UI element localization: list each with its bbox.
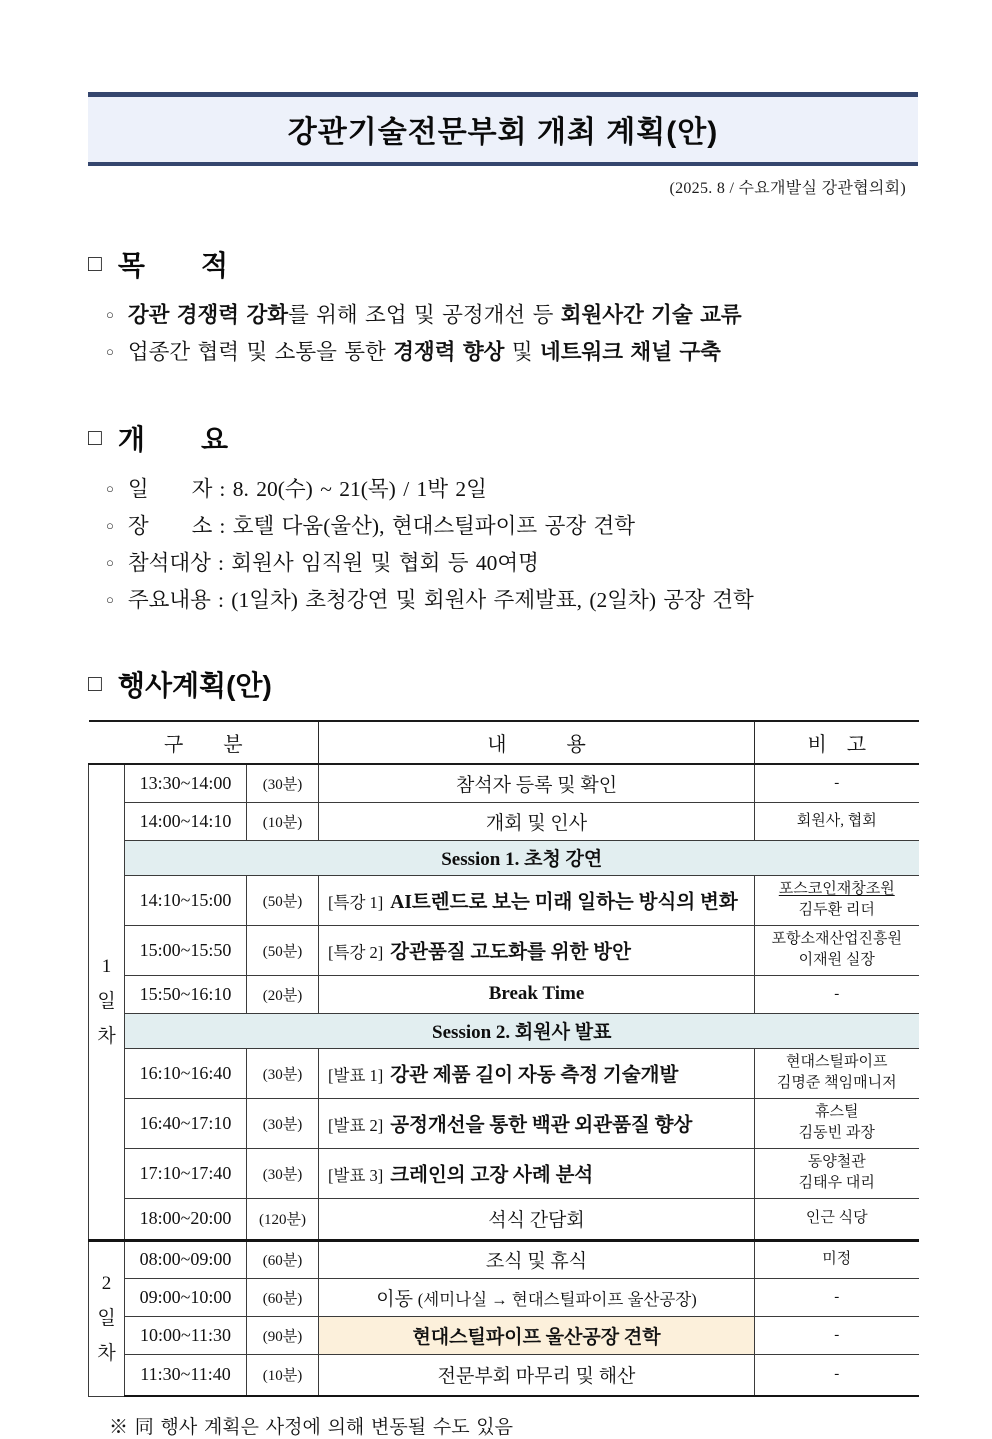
circle-bullet-icon: ○	[106, 518, 114, 533]
purpose-heading-label: 목 적	[117, 250, 229, 281]
duration-cell: (90분)	[247, 1316, 319, 1354]
duration-cell: (20분)	[247, 975, 319, 1013]
note-line	[755, 1173, 919, 1194]
day-label-char: 차	[97, 1343, 116, 1365]
note-text: 포항소재산업진흥원	[771, 931, 902, 947]
duration-cell: (30분)	[247, 1148, 319, 1198]
table-row	[89, 1198, 919, 1240]
content-cell	[319, 1148, 755, 1198]
duration-cell: (50분)	[247, 875, 319, 925]
document-page	[88, 0, 918, 1439]
table-row	[89, 1354, 919, 1396]
content-cell	[319, 1278, 755, 1316]
table-row	[89, 1278, 919, 1316]
footnote: ※ 同 행사 계획은 사정에 의해 변동될 수도 있음	[109, 1417, 514, 1438]
duration-cell: (30분)	[247, 1048, 319, 1098]
purpose-bullet-text	[128, 335, 721, 370]
text-segment: 강관 경쟁력 강화	[127, 303, 288, 327]
overview-item	[88, 583, 918, 620]
purpose-bullet-text	[128, 298, 742, 333]
note-cell	[755, 1048, 919, 1098]
note-text: 김태우 대리	[798, 1175, 875, 1191]
note-line	[755, 1364, 919, 1385]
document-title: 강관기술전문부회 개최 계획(안)	[287, 116, 719, 149]
content-cell	[319, 1198, 755, 1240]
section-heading-purpose	[88, 244, 918, 284]
note-line	[755, 1208, 919, 1229]
circle-bullet-icon: ○	[106, 592, 114, 607]
note-cell	[755, 875, 919, 925]
duration-cell: (10분)	[247, 802, 319, 840]
document-subtitle: (2025. 8 / 수요개발실 강관협의회)	[669, 180, 906, 197]
overview-heading-label: 개 요	[117, 424, 229, 455]
text-segment: 를 위해 조업 및 공정개선 등	[288, 303, 561, 327]
talk-prefix: [특강 2]	[328, 943, 384, 962]
table-header-row	[89, 721, 919, 764]
schedule-table	[88, 720, 919, 1397]
content-text-small: (세미나실 → 현대스틸파이프 울산공장)	[417, 1289, 697, 1309]
talk-title: 강관 제품 길이 자동 측정 기술개발	[390, 1065, 679, 1086]
col-header-note: 비 고	[755, 721, 919, 764]
schedule-heading-label: 행사계획(안)	[117, 670, 272, 701]
note-line	[755, 1123, 919, 1144]
time-cell: 08:00~09:00	[125, 1240, 247, 1278]
content-text: 전문부회 마무리 및 해산	[437, 1366, 636, 1388]
text-segment: 네트워크 채널 구축	[539, 340, 721, 364]
circle-bullet-icon: ○	[106, 481, 114, 496]
note-text: 현대스틸파이프	[786, 1054, 888, 1070]
note-text: 인근 식당	[805, 1210, 868, 1226]
duration-cell: (120분)	[247, 1198, 319, 1240]
content-text: Break Time	[488, 983, 585, 1004]
day-label-cell	[89, 1240, 125, 1396]
overview-item-text	[128, 546, 539, 581]
duration-cell: (10분)	[247, 1354, 319, 1396]
overview-item-label: 주요내용	[127, 588, 211, 612]
overview-item-label: 장 소	[127, 514, 213, 538]
text-segment: 회원사간 기술 교류	[560, 303, 742, 327]
overview-item-label: 참석대상	[127, 551, 211, 575]
note-cell	[755, 975, 919, 1013]
talk-title: AI트렌드로 보는 미래 일하는 방식의 변화	[390, 892, 738, 913]
content-text: 개회 및 인사	[485, 812, 588, 834]
time-cell: 14:10~15:00	[125, 875, 247, 925]
note-text: -	[834, 985, 840, 1002]
note-text: 이재원 실장	[798, 952, 875, 968]
talk-title: 크레인의 고장 사례 분석	[390, 1165, 594, 1186]
text-segment: 업종간 협력 및 소통을 통한	[127, 340, 394, 364]
content-cell	[319, 1098, 755, 1148]
content-cell	[319, 764, 755, 802]
note-text: -	[834, 1366, 840, 1383]
note-line	[755, 929, 919, 950]
note-cell	[755, 764, 919, 802]
note-text: 회원사, 협회	[796, 812, 877, 829]
note-line	[755, 773, 919, 794]
note-line	[755, 1325, 919, 1346]
duration-cell: (60분)	[247, 1278, 319, 1316]
session-header-cell: Session 2. 회원사 발표	[125, 1013, 919, 1048]
day-label-char: 1	[101, 956, 112, 978]
table-row	[89, 875, 919, 925]
note-cell	[755, 802, 919, 840]
talk-prefix: [발표 2]	[328, 1116, 384, 1135]
note-line	[755, 950, 919, 971]
overview-item-list	[88, 472, 918, 620]
note-text: 김명준 책임매니저	[776, 1075, 897, 1091]
circle-bullet-icon: ○	[106, 555, 114, 570]
time-cell: 13:30~14:00	[125, 764, 247, 802]
note-cell	[755, 925, 919, 975]
note-text: -	[834, 1288, 840, 1305]
note-line	[755, 1102, 919, 1123]
table-row	[89, 925, 919, 975]
talk-title: 공정개선을 통한 백관 외관품질 향상	[390, 1115, 693, 1136]
time-cell: 14:00~14:10	[125, 802, 247, 840]
note-cell	[755, 1098, 919, 1148]
content-text: 참석자 등록 및 확인	[455, 774, 618, 796]
overview-item-value: : 8. 20(수) ~ 21(목) / 1박 2일	[219, 477, 487, 501]
note-line	[755, 900, 919, 921]
note-cell	[755, 1148, 919, 1198]
time-cell: 15:00~15:50	[125, 925, 247, 975]
talk-title: 강관품질 고도화를 위한 방안	[390, 942, 631, 963]
circle-bullet-icon: ○	[106, 344, 114, 359]
content-cell	[319, 975, 755, 1013]
day-label-cell	[89, 764, 125, 1240]
overview-item-value: : 호텔 다움(울산), 현대스틸파이프 공장 견학	[219, 514, 636, 538]
note-line	[755, 879, 919, 900]
note-text: -	[834, 774, 840, 791]
note-line	[755, 1152, 919, 1173]
table-row	[89, 764, 919, 802]
time-cell: 10:00~11:30	[125, 1316, 247, 1354]
talk-prefix: [특강 1]	[328, 893, 384, 912]
session-row	[89, 840, 919, 875]
section-heading-schedule	[88, 664, 918, 704]
note-cell	[755, 1354, 919, 1396]
table-row	[89, 1316, 919, 1354]
duration-cell: (50분)	[247, 925, 319, 975]
content-text: 이동	[376, 1288, 418, 1310]
note-cell	[755, 1278, 919, 1316]
day-label-char: 일	[97, 991, 116, 1013]
day-label-char: 2	[101, 1272, 112, 1294]
note-line	[755, 1287, 919, 1308]
section-heading-overview	[88, 418, 918, 458]
time-cell: 18:00~20:00	[125, 1198, 247, 1240]
day-label-char: 일	[97, 1307, 116, 1329]
content-cell	[319, 1048, 755, 1098]
note-text: 김동빈 과장	[798, 1125, 875, 1141]
table-row	[89, 1048, 919, 1098]
note-line	[755, 984, 919, 1005]
note-text: -	[834, 1326, 840, 1343]
note-cell	[755, 1198, 919, 1240]
text-segment: 경쟁력 향상	[393, 340, 505, 364]
note-cell	[755, 1240, 919, 1278]
square-bullet-icon: □	[88, 249, 102, 276]
square-bullet-icon: □	[88, 423, 102, 450]
overview-item	[88, 546, 918, 583]
overview-item	[88, 472, 918, 509]
note-text: 김두환 리더	[798, 902, 875, 918]
content-cell	[319, 802, 755, 840]
note-text: 휴스틸	[815, 1104, 859, 1120]
time-cell: 16:10~16:40	[125, 1048, 247, 1098]
text-segment: 및	[504, 340, 540, 364]
circle-bullet-icon: ○	[106, 307, 114, 322]
overview-item-value: : 회원사 임직원 및 협회 등 40여명	[217, 551, 539, 575]
time-cell: 16:40~17:10	[125, 1098, 247, 1148]
overview-item-text	[128, 583, 754, 618]
overview-item-label: 일 자	[127, 477, 213, 501]
content-text: 현대스틸파이프 울산공장 견학	[412, 1326, 661, 1348]
time-cell: 17:10~17:40	[125, 1148, 247, 1198]
table-row	[89, 1148, 919, 1198]
table-row	[89, 802, 919, 840]
time-cell: 09:00~10:00	[125, 1278, 247, 1316]
overview-item	[88, 509, 918, 546]
content-cell	[319, 1240, 755, 1278]
table-row	[89, 1098, 919, 1148]
note-text: 미정	[822, 1251, 852, 1267]
duration-cell: (30분)	[247, 764, 319, 802]
note-text: 동양철관	[807, 1154, 866, 1170]
purpose-bullet	[88, 298, 918, 335]
content-text: 석식 간담회	[488, 1210, 585, 1231]
duration-cell: (30분)	[247, 1098, 319, 1148]
session-row	[89, 1013, 919, 1048]
content-cell	[319, 875, 755, 925]
content-text: 조식 및 휴식	[485, 1251, 588, 1272]
note-line	[755, 1249, 919, 1270]
day-label-char: 차	[97, 1026, 116, 1048]
content-cell	[319, 1354, 755, 1396]
duration-cell: (60분)	[247, 1240, 319, 1278]
content-cell	[319, 925, 755, 975]
col-header-content: 내 용	[319, 721, 755, 764]
note-line	[755, 811, 919, 832]
session-header-cell: Session 1. 초청 강연	[125, 840, 919, 875]
square-bullet-icon: □	[88, 669, 102, 696]
purpose-bullet	[88, 335, 918, 372]
overview-item-value: : (1일차) 초청강연 및 회원사 주제발표, (2일차) 공장 견학	[217, 588, 754, 612]
time-cell: 11:30~11:40	[125, 1354, 247, 1396]
title-banner	[88, 92, 918, 166]
purpose-bullet-list	[88, 298, 918, 372]
talk-prefix: [발표 1]	[328, 1066, 384, 1085]
col-header-group: 구 분	[89, 721, 319, 764]
content-cell	[319, 1316, 755, 1354]
overview-item-text	[128, 509, 635, 544]
overview-item-text	[128, 472, 487, 507]
note-line	[755, 1073, 919, 1094]
talk-prefix: [발표 3]	[328, 1166, 384, 1185]
note-line	[755, 1052, 919, 1073]
table-row	[89, 1240, 919, 1278]
table-row	[89, 975, 919, 1013]
note-cell	[755, 1316, 919, 1354]
note-text: 포스코인재창조원	[778, 881, 895, 897]
time-cell: 15:50~16:10	[125, 975, 247, 1013]
